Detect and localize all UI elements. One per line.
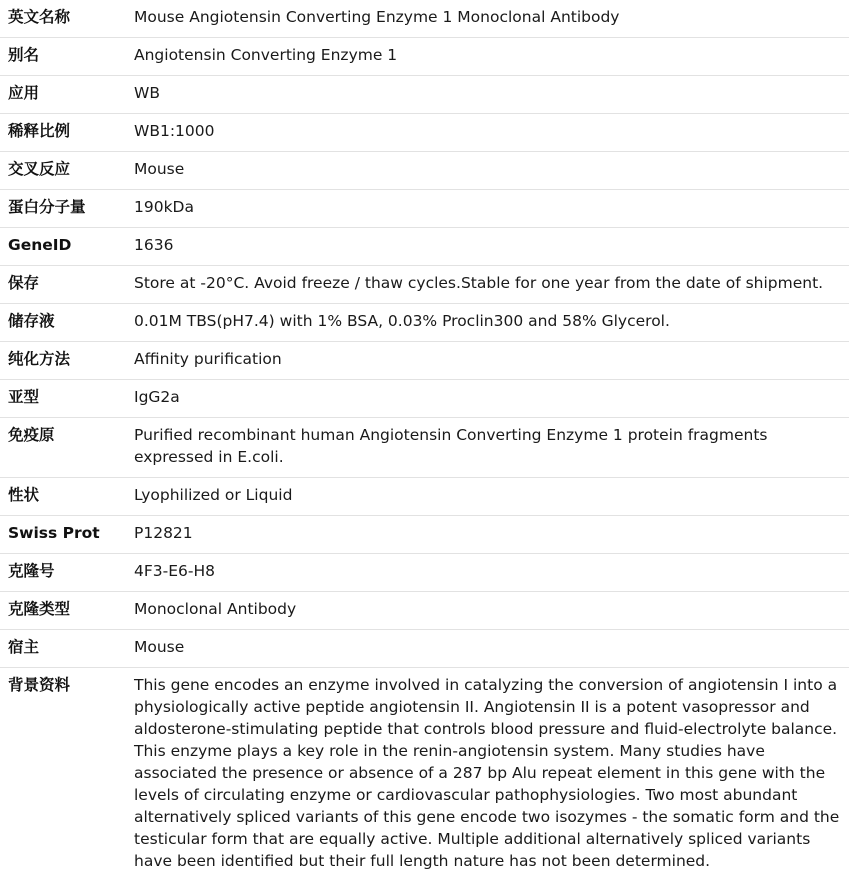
spec-label: 保存 [0,266,127,304]
spec-row-application [0,76,849,114]
spec-value: Affinity purification [127,342,849,380]
spec-label: GeneID [0,228,127,266]
spec-label: 纯化方法 [0,342,127,380]
spec-value: Monoclonal Antibody [127,592,849,630]
spec-value: WB [127,76,849,114]
spec-row-form [0,478,849,516]
spec-row-background [0,668,849,882]
spec-row-cross-reactivity [0,152,849,190]
spec-row-storage-buffer [0,304,849,342]
spec-row-swiss-prot [0,516,849,554]
spec-label: 背景资料 [8,676,71,694]
spec-label: 克隆号 [0,554,127,592]
spec-value: 0.01M TBS(pH7.4) with 1% BSA, 0.03% Proclin300 and 58% Glycerol. [127,304,849,342]
spec-label: 英文名称 [0,0,127,38]
spec-row-clonality [0,592,849,630]
spec-row-alias [0,38,849,76]
spec-value: 1636 [127,228,849,266]
spec-label: Swiss Prot [0,516,127,554]
spec-row-english-name [0,0,849,38]
spec-label: 别名 [0,38,127,76]
spec-label: 克隆类型 [0,592,127,630]
spec-value: 190kDa [127,190,849,228]
spec-row-molecular-weight [0,190,849,228]
spec-value: This gene encodes an enzyme involved in catalyzing the conversion of angiotensin I into a physiologically active peptide angiotensin II. Angiotensin II is a potent vasopressor and aldosterone-stimulating peptide that controls blood pressure and fluid-electrolyte balance. This enzyme plays a key role in the renin-angiotensin system. Many studies have associated the presence or absence of a 287 bp Alu repeat element in this gene with the levels of circulating enzyme or cardiovascular pathophysiologies. Two most abundant alternatively spliced variants of this gene encode two isozymes - the somatic form and the testicular form that are equally active. Multiple additional alternatively spliced variants have been identified but their full length nature has not been determined. [134,676,840,870]
spec-row-storage [0,266,849,304]
spec-row-dilution [0,114,849,152]
spec-row-host [0,630,849,668]
spec-value: Mouse [127,630,849,668]
spec-value: Purified recombinant human Angiotensin Converting Enzyme 1 protein fragments expressed in E.coli. [127,418,849,478]
spec-label: 储存液 [0,304,127,342]
spec-value: P12821 [127,516,849,554]
spec-row-immunogen [0,418,849,478]
spec-label: 免疫原 [0,418,127,478]
spec-value: 4F3-E6-H8 [127,554,849,592]
spec-value: IgG2a [127,380,849,418]
spec-value: Angiotensin Converting Enzyme 1 [127,38,849,76]
spec-label: 交叉反应 [0,152,127,190]
spec-label: 亚型 [0,380,127,418]
spec-label: 宿主 [0,630,127,668]
spec-value: Mouse Angiotensin Converting Enzyme 1 Monoclonal Antibody [127,0,849,38]
spec-value: WB1:1000 [127,114,849,152]
spec-row-isotype [0,380,849,418]
spec-value: Store at -20°C. Avoid freeze / thaw cycles.Stable for one year from the date of shipment. [127,266,849,304]
spec-value: Lyophilized or Liquid [127,478,849,516]
spec-row-gene-id [0,228,849,266]
spec-label: 蛋白分子量 [0,190,127,228]
spec-label: 稀释比例 [0,114,127,152]
spec-value: Mouse [127,152,849,190]
spec-row-purification [0,342,849,380]
spec-label: 性状 [0,478,127,516]
spec-row-clone-number [0,554,849,592]
spec-label: 应用 [0,76,127,114]
